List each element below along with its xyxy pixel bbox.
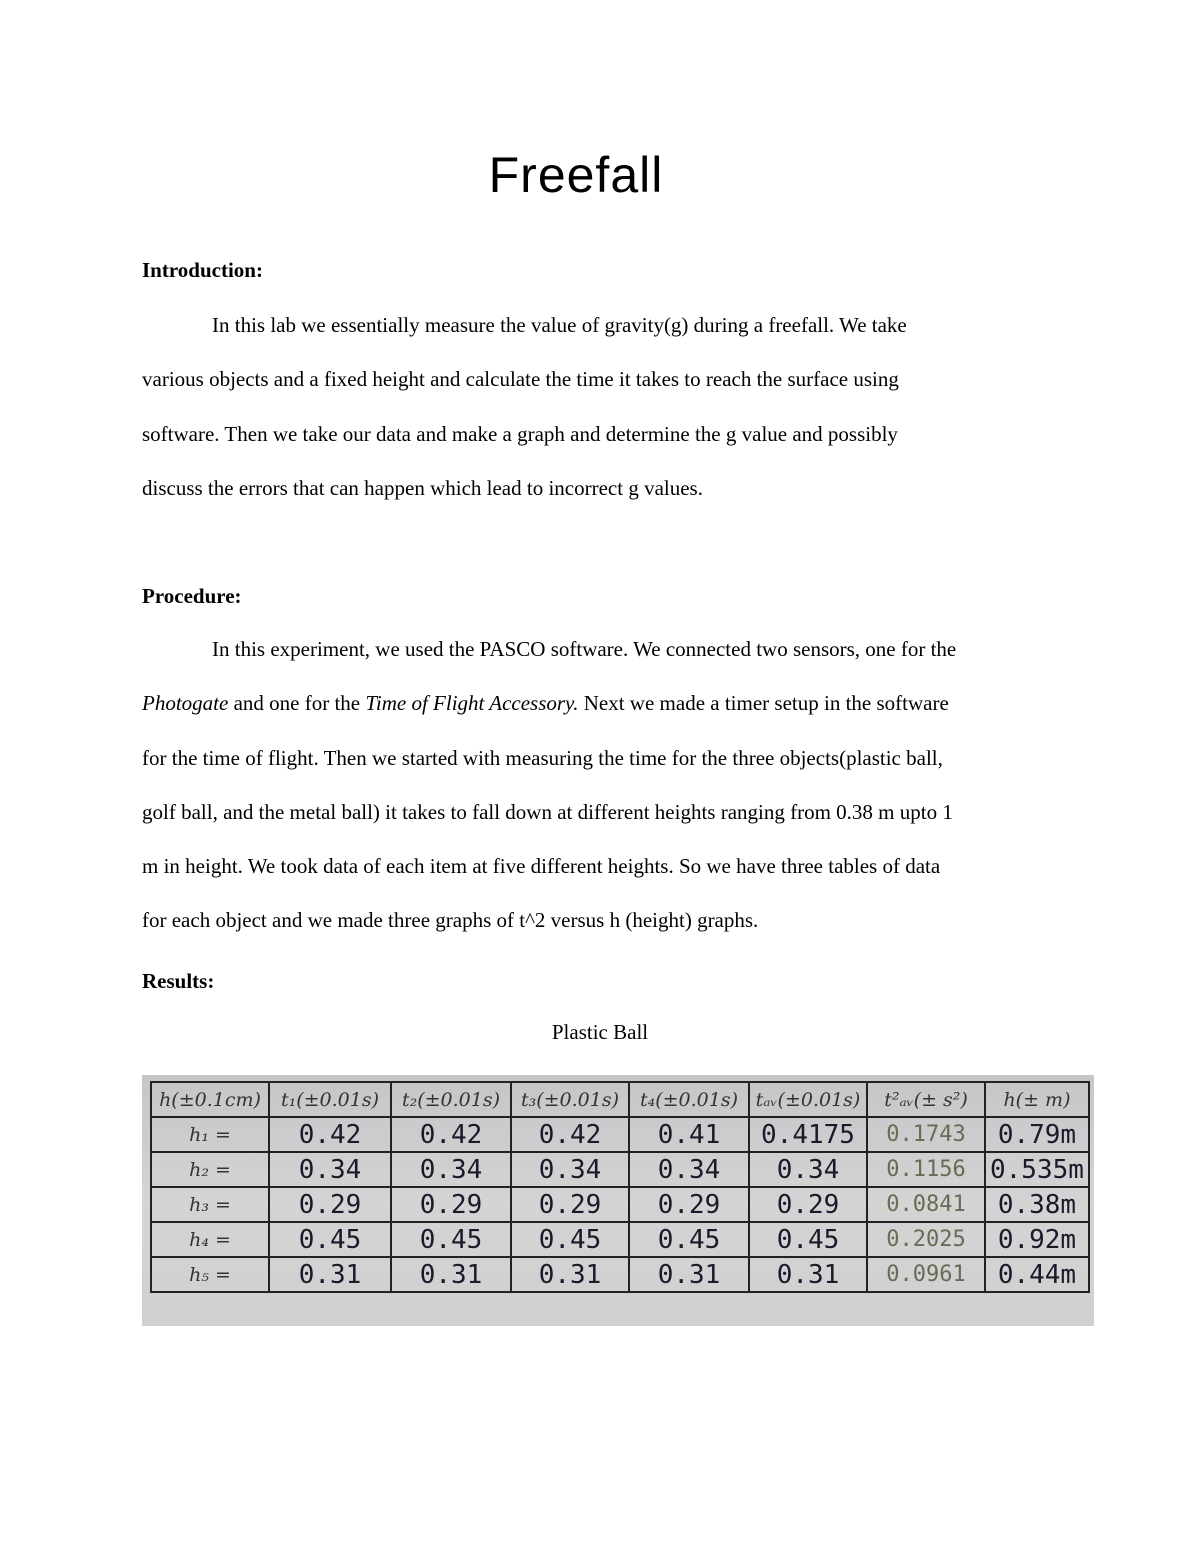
data-table [150, 1081, 1090, 1293]
data-table-photo [142, 1075, 1094, 1326]
table-row [151, 1152, 1089, 1187]
header-t3: t₃(±0.01s) [511, 1082, 629, 1117]
row-label: h₅ = [151, 1257, 269, 1292]
procedure-line: for each object and we made three graphs of t^2 versus h (height) graphs. [142, 908, 759, 933]
table-cell: 0.1743 [867, 1117, 985, 1152]
table-cell: 0.29 [511, 1187, 629, 1222]
table-cell: 0.42 [391, 1117, 511, 1152]
table-header-row [151, 1082, 1089, 1117]
table-cell: 0.535m [985, 1152, 1089, 1187]
header-tav-squared: t²ₐᵥ(± s²) [867, 1082, 985, 1117]
photogate-term: Photogate [142, 691, 229, 716]
table-cell: 0.31 [269, 1257, 391, 1292]
table-row [151, 1187, 1089, 1222]
introduction-heading: Introduction: [142, 258, 263, 282]
procedure-heading: Procedure: [142, 584, 242, 608]
header-t2: t₂(±0.01s) [391, 1082, 511, 1117]
table-cell: 0.45 [391, 1222, 511, 1257]
time-of-flight-term: Time of Flight Accessory. [365, 691, 579, 716]
table-cell: 0.41 [629, 1117, 749, 1152]
header-t1: t₁(±0.01s) [269, 1082, 391, 1117]
table-cell: 0.45 [269, 1222, 391, 1257]
intro-line: In this lab we essentially measure the value of gravity(g) during a freefall. We take [212, 313, 907, 337]
procedure-line: for the time of flight. Then we started with measuring the time for the three objects(plastic ball, [142, 745, 943, 770]
row-label: h₃ = [151, 1187, 269, 1222]
row-label: h₂ = [151, 1152, 269, 1187]
table-cell: 0.34 [749, 1152, 867, 1187]
table-cell: 0.31 [629, 1257, 749, 1292]
table-cell: 0.79m [985, 1117, 1089, 1152]
table-cell: 0.29 [749, 1187, 867, 1222]
header-tav: tₐᵥ(±0.01s) [749, 1082, 867, 1117]
table-cell: 0.45 [749, 1222, 867, 1257]
table-cell: 0.31 [391, 1257, 511, 1292]
table-cell: 0.92m [985, 1222, 1089, 1257]
table-cell: 0.29 [629, 1187, 749, 1222]
table-cell: 0.42 [511, 1117, 629, 1152]
procedure-line: Next we made a timer setup in the software [578, 691, 949, 716]
table-cell: 0.34 [511, 1152, 629, 1187]
table-cell: 0.38m [985, 1187, 1089, 1222]
procedure-line: m in height. We took data of each item at five different heights. So we have three tables of data [142, 854, 941, 879]
intro-line: various objects and a fixed height and calculate the time it takes to reach the surface using [142, 367, 899, 392]
header-t4: t₄(±0.01s) [629, 1082, 749, 1117]
table-cell: 0.44m [985, 1257, 1089, 1292]
table-row [151, 1222, 1089, 1257]
table-cell: 0.34 [391, 1152, 511, 1187]
header-height: h(±0.1cm) [151, 1082, 269, 1117]
procedure-paragraph [142, 622, 1057, 948]
intro-line: software. Then we take our data and make a graph and determine the g value and possibly [142, 421, 898, 446]
table-cell: 0.45 [629, 1222, 749, 1257]
table-cell: 0.0841 [867, 1187, 985, 1222]
table-cell: 0.29 [269, 1187, 391, 1222]
table-cell: 0.2025 [867, 1222, 985, 1257]
header-h-meters: h(± m) [985, 1082, 1089, 1117]
procedure-line: and one for the [228, 691, 366, 716]
table-cell: 0.34 [629, 1152, 749, 1187]
table-cell: 0.42 [269, 1117, 391, 1152]
procedure-line: golf ball, and the metal ball) it takes to fall down at different heights ranging from 0.38 m upto 1 [142, 799, 953, 824]
table-cell: 0.0961 [867, 1257, 985, 1292]
table-cell: 0.1156 [867, 1152, 985, 1187]
row-label: h₁ = [151, 1117, 269, 1152]
row-label: h₄ = [151, 1222, 269, 1257]
table-row [151, 1257, 1089, 1292]
intro-line: discuss the errors that can happen which lead to incorrect g values. [142, 475, 703, 500]
table-cell: 0.31 [511, 1257, 629, 1292]
table-cell: 0.45 [511, 1222, 629, 1257]
results-heading: Results: [142, 969, 215, 993]
table-cell: 0.34 [269, 1152, 391, 1187]
table-cell: 0.29 [391, 1187, 511, 1222]
table-cell: 0.31 [749, 1257, 867, 1292]
table-caption: Plastic Ball [551, 1020, 649, 1044]
document-title: Freefall [488, 147, 664, 203]
introduction-paragraph [142, 298, 1057, 515]
procedure-line: In this experiment, we used the PASCO software. We connected two sensors, one for the [212, 637, 957, 661]
table-row [151, 1117, 1089, 1152]
table-cell: 0.4175 [749, 1117, 867, 1152]
